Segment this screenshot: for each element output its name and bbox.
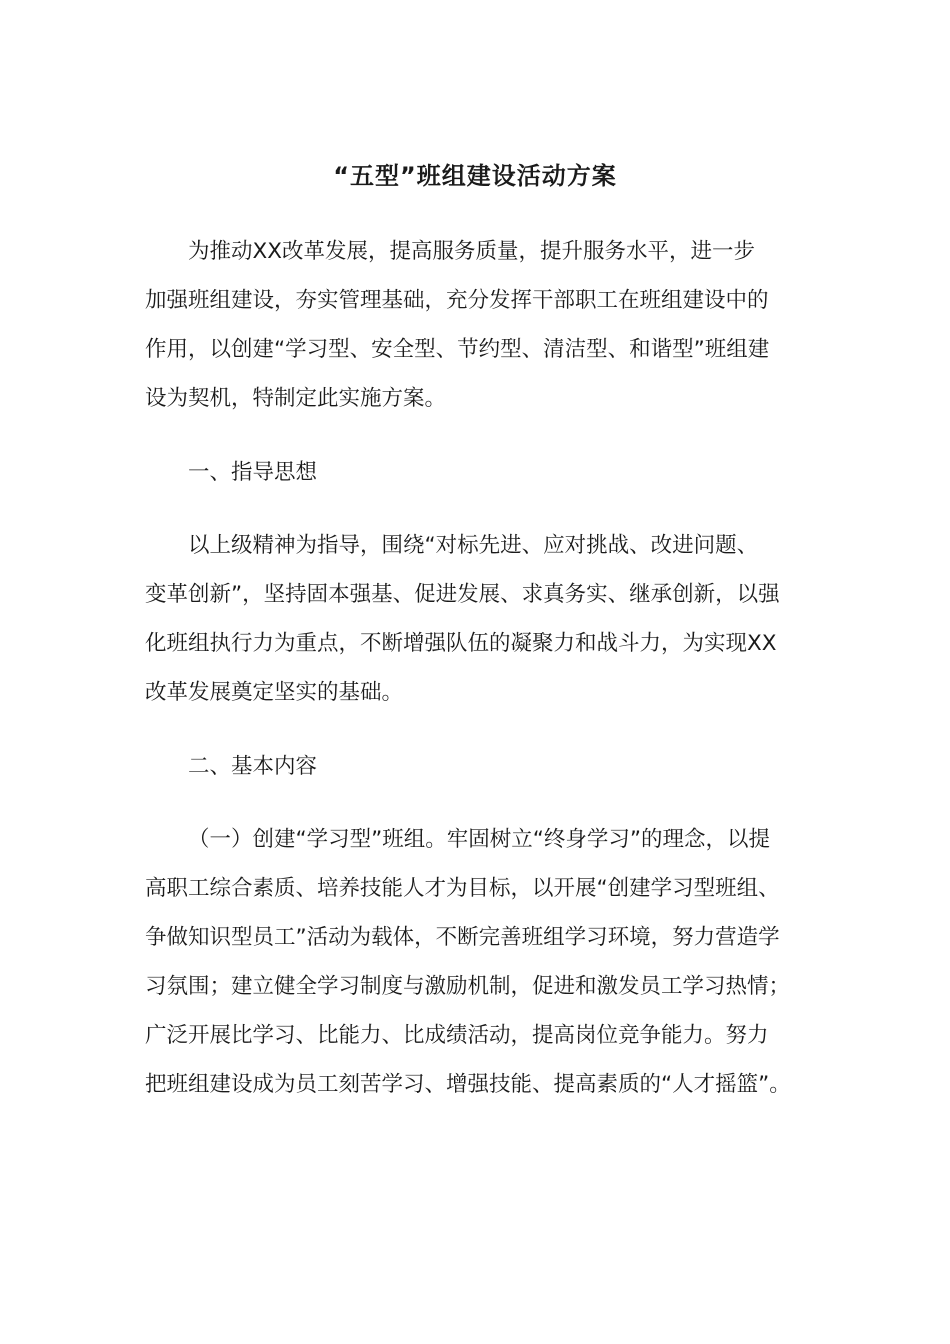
section1-line: 改革发展奠定坚实的基础。	[145, 680, 404, 705]
document-title: “五型”班组建设活动方案	[333, 162, 617, 190]
section2-item1-line: 争做知识型员工”活动为载体，不断完善班组学习环境，努力营造学	[145, 925, 780, 950]
section2-item1-line: （一）创建“学习型”班组。牢固树立“终身学习”的理念，以提	[188, 827, 771, 852]
section1-paragraph	[145, 521, 805, 717]
intro-paragraph	[145, 227, 805, 423]
section2-item1-line: 广泛开展比学习、比能力、比成绩活动，提高岗位竞争能力。努力	[145, 1023, 769, 1048]
section2-item1-line: 把班组建设成为员工刻苦学习、增强技能、提高素质的“人才摇篮”。	[145, 1072, 791, 1097]
section2-item1-paragraph	[145, 815, 805, 1109]
section1-line: 以上级精神为指导，围绕“对标先进、应对挑战、改进问题、	[188, 533, 759, 558]
intro-line: 作用，以创建“学习型、安全型、节约型、清洁型、和谐型”班组建	[145, 337, 770, 362]
intro-line: 为推动XX改革发展，提高服务质量，提升服务水平，进一步	[188, 239, 755, 264]
section-heading-basic-content: 二、基本内容	[188, 754, 318, 779]
section2-item1-line: 高职工综合素质、培养技能人才为目标，以开展“创建学习型班组、	[145, 876, 780, 901]
section1-line: 变革创新”，坚持固本强基、促进发展、求真务实、继承创新，以强	[145, 582, 780, 607]
section1-line: 化班组执行力为重点，不断增强队伍的凝聚力和战斗力，为实现XX	[145, 631, 777, 656]
section2-item1-line: 习氛围；建立健全学习制度与激励机制，促进和激发员工学习热情；	[145, 974, 791, 999]
section-heading-guiding-ideology: 一、指导思想	[188, 460, 318, 485]
intro-line: 设为契机，特制定此实施方案。	[145, 386, 447, 411]
intro-line: 加强班组建设，夯实管理基础，充分发挥干部职工在班组建设中的	[145, 288, 769, 313]
